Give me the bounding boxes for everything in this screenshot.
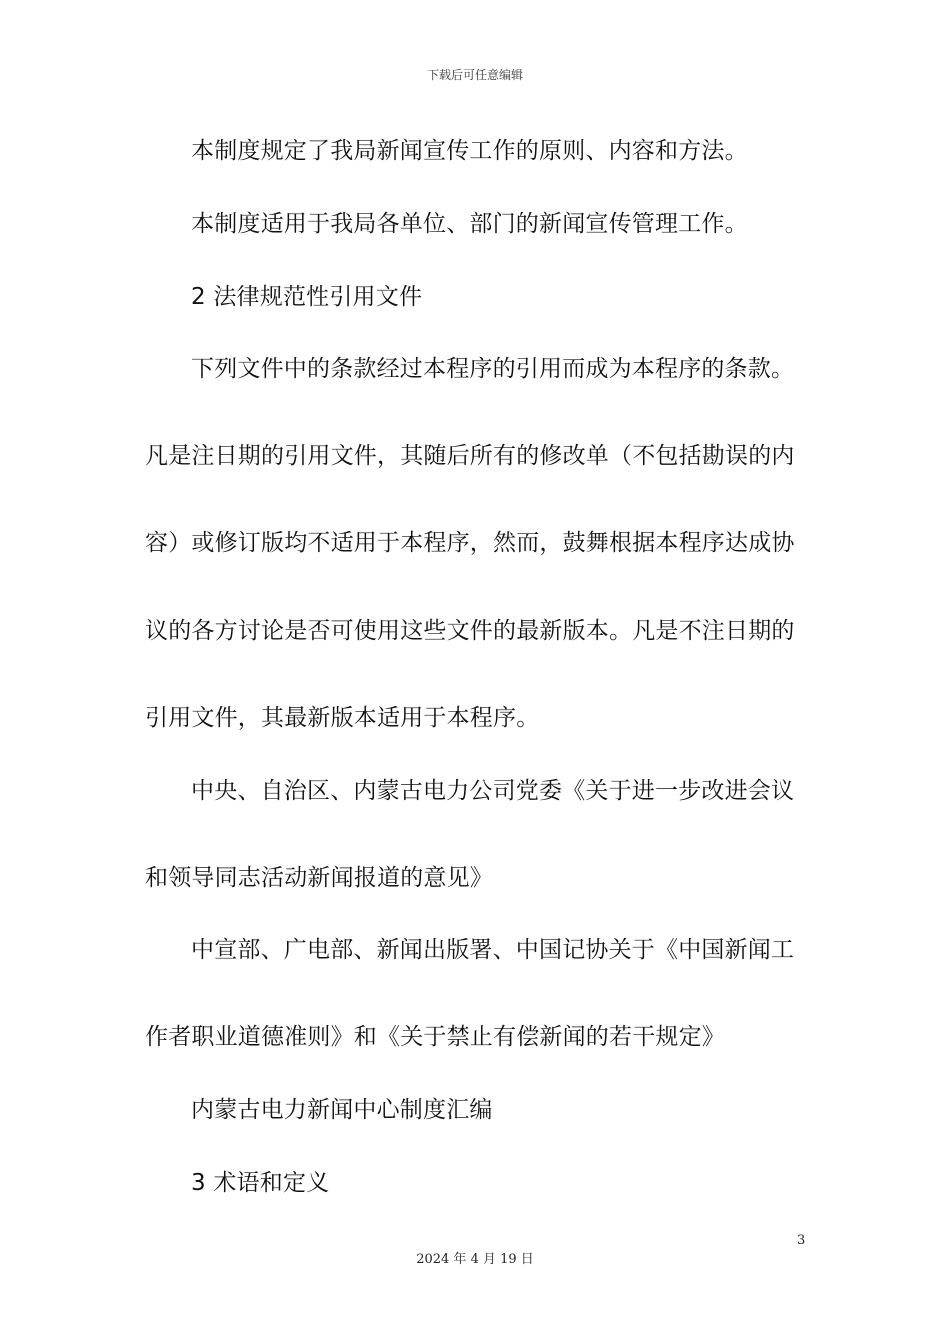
- paragraph-line: 中央、自治区、内蒙古电力公司党委《关于进一步改进会议: [191, 778, 795, 804]
- paragraph-line: 内蒙古电力新闻中心制度汇编: [191, 1097, 493, 1123]
- paragraph-line: 本制度适用于我局各单位、部门的新闻宣传管理工作。: [191, 211, 748, 237]
- paragraph-line: 议的各方讨论是否可使用这些文件的最新版本。凡是不注日期的: [145, 618, 795, 644]
- paragraph-line: 本制度规定了我局新闻宣传工作的原则、内容和方法。: [191, 138, 748, 164]
- paragraph-line: 作者职业道德准则》和《关于禁止有偿新闻的若干规定》: [145, 1024, 725, 1050]
- paragraph-line: 引用文件，其最新版本适用于本程序。: [145, 705, 540, 731]
- paragraph-line: 容）或修订版均不适用于本程序，然而，鼓舞根据本程序达成协: [145, 530, 795, 556]
- paragraph-line: 凡是注日期的引用文件，其随后所有的修改单（不包括勘误的内: [145, 443, 795, 469]
- paragraph-line: 中宣部、广电部、新闻出版署、中国记协关于《中国新闻工: [191, 937, 795, 963]
- page-header: 下载后可任意编辑: [426, 68, 523, 82]
- section-heading: 3 术语和定义: [191, 1170, 330, 1196]
- paragraph-line: 和领导同志活动新闻报道的意见》: [145, 865, 493, 891]
- page-number: 3: [797, 1233, 806, 1248]
- page-footer-date: 2024 年 4 月 19 日: [416, 1252, 534, 1267]
- paragraph-line: 下列文件中的条款经过本程序的引用而成为本程序的条款。: [191, 356, 795, 382]
- section-heading: 2 法律规范性引用文件: [191, 284, 423, 310]
